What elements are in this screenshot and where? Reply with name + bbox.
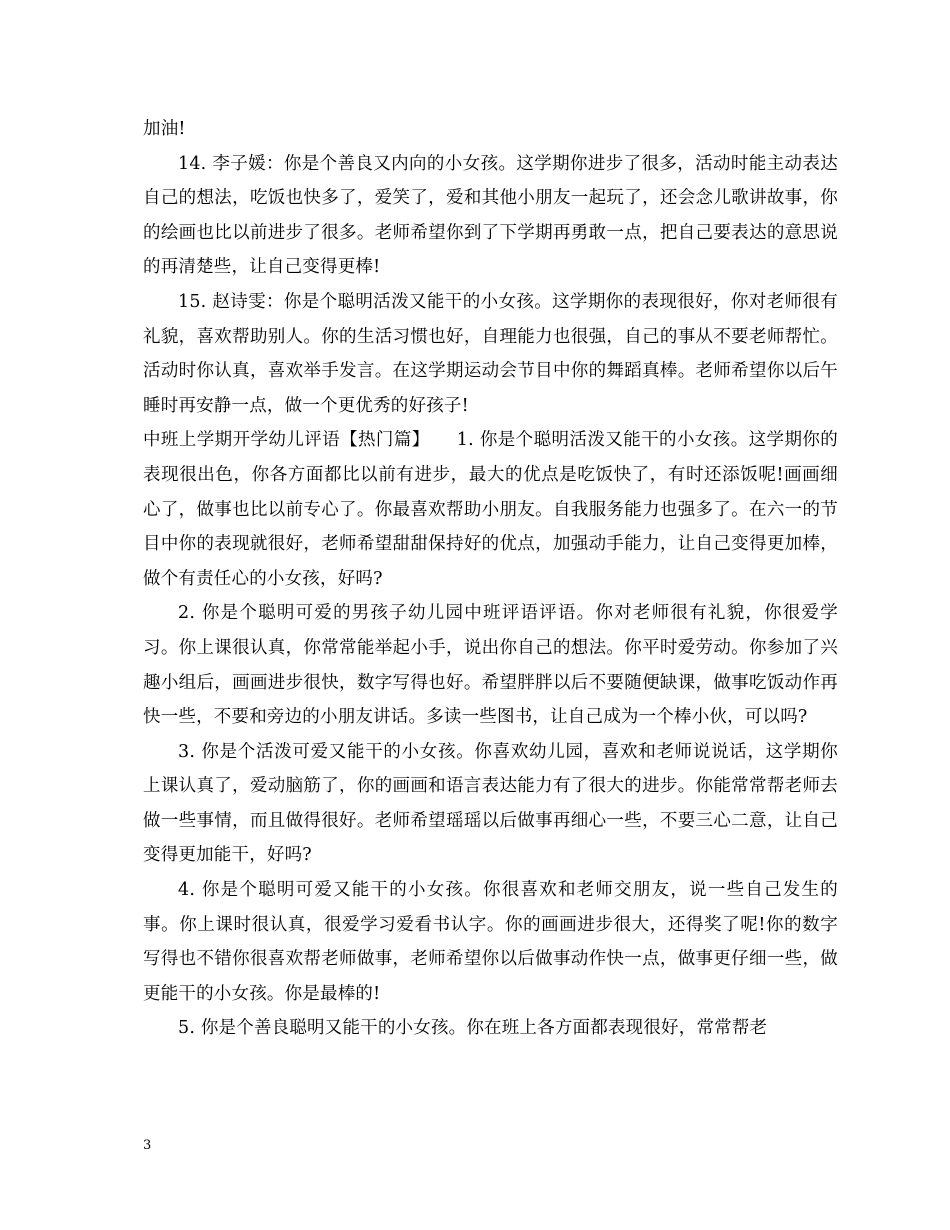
paragraph-8: 5. 你是个善良聪明又能干的小女孩。你在班上各方面都表现很好，常常帮老 bbox=[178, 1018, 768, 1039]
paragraph-4: 中班上学期开学幼儿评语【热门篇】 1. 你是个聪明活泼又能干的小女孩。这学期你的表现很出色，你各方面都比以前有进步，最大的优点是吃饭快了，有时还添饭呢!画画细心了，做事也比以前专心了。你最喜欢帮助小朋友。自我服务能力也强多了。在六一的节目中你的表现就很好，老师希望甜甜保持好的优点，加强动手能力，让自己变得更加棒，做个有责任心的小女孩，好吗? bbox=[143, 430, 838, 589]
document-body bbox=[143, 112, 838, 1046]
page-number: 3 bbox=[143, 1138, 152, 1153]
paragraph-3: 15. 赵诗雯：你是个聪明活泼又能干的小女孩。这学期你的表现很好，你对老师很有礼貌，喜欢帮助别人。你的生活习惯也好，自理能力也很强，自己的事从不要老师帮忙。活动时你认真，喜欢举手发言。在这学期运动会节目中你的舞蹈真棒。老师希望你以后午睡时再安静一点，做一个更优秀的好孩子! bbox=[143, 291, 838, 416]
paragraph-1: 加油! bbox=[143, 119, 186, 139]
paragraph-6: 3. 你是个活泼可爱又能干的小女孩。你喜欢幼儿园，喜欢和老师说说话，这学期你上课认真了，爱动脑筋了，你的画画和语言表达能力有了很大的进步。你能常常帮老师去做一些事情，而且做得很好。老师希望瑶瑶以后做事再细心一些，不要三心二意，让自己变得更加能干，好吗? bbox=[143, 741, 838, 866]
paragraph-5: 2. 你是个聪明可爱的男孩子幼儿园中班评语评语。你对老师很有礼貌，你很爱学习。你上课很认真，你常常能举起小手，说出你自己的想法。你平时爱劳动。你参加了兴趣小组后，画画进步很快，数字写得也好。希望胖胖以后不要随便缺课，做事吃饭动作再快一些，不要和旁边的小朋友讲话。多读一些图书，让自己成为一个棒小伙，可以吗? bbox=[143, 603, 838, 728]
paragraph-2: 14. 李子媛：你是个善良又内向的小女孩。这学期你进步了很多，活动时能主动表达自己的想法，吃饭也快多了，爱笑了，爱和其他小朋友一起玩了，还会念儿歌讲故事，你的绘画也比以前进步了很多。老师希望你到了下学期再勇敢一点，把自己要表达的意思说的再清楚些，让自己变得更棒! bbox=[143, 153, 838, 278]
paragraph-7: 4. 你是个聪明可爱又能干的小女孩。你很喜欢和老师交朋友，说一些自己发生的事。你上课时很认真，很爱学习爱看书认字。你的画画进步很大，还得奖了呢!你的数字写得也不错你很喜欢帮老师做事，老师希望你以后做事动作快一点，做事更仔细一些，做更能干的小女孩。你是最棒的! bbox=[143, 880, 838, 1004]
